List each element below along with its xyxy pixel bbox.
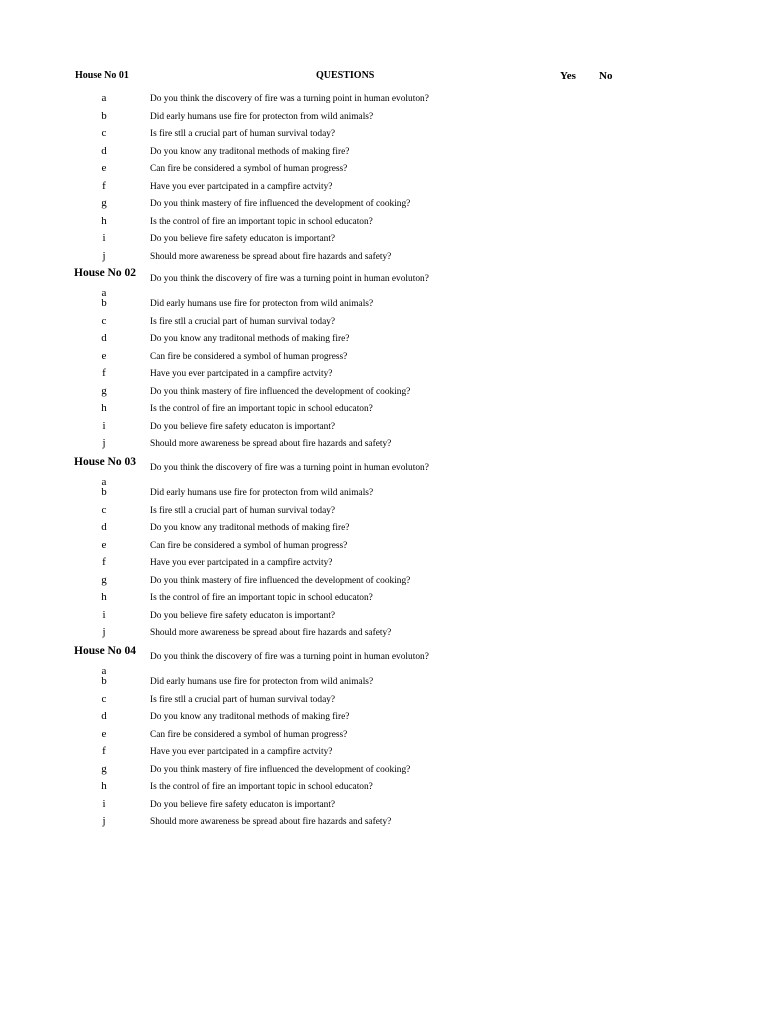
question-text: Do you believe fire safety educaton is important? <box>150 421 336 432</box>
question-text: Can fire be considered a symbol of human progress? <box>150 729 348 740</box>
question-text: Do you know any traditonal methods of making fire? <box>150 523 350 533</box>
question-row <box>0 574 768 591</box>
house-column-header: House No 01 <box>75 70 129 81</box>
question-row <box>0 145 768 162</box>
question-letter: f <box>102 745 106 757</box>
question-text: Do you believe fire safety educaton is important? <box>150 610 336 621</box>
question-letter: b <box>101 109 107 122</box>
question-letter: h <box>101 214 107 227</box>
question-letter: j <box>102 626 106 638</box>
question-row <box>0 652 768 677</box>
question-text: Did early humans use fire for protecton from wild animals? <box>150 677 374 687</box>
question-row <box>0 780 768 797</box>
question-text: Is fire stll a crucial part of human survival today? <box>150 505 336 516</box>
question-text: Do you think the discovery of fire was a turning point in human evoluton? <box>150 652 429 662</box>
house-title: House No 04 <box>74 645 136 657</box>
question-text: Is the control of fire an important topic in school educaton? <box>150 216 373 227</box>
question-row <box>0 539 768 556</box>
question-letter: c <box>101 503 107 516</box>
question-row <box>0 367 768 384</box>
question-row <box>0 745 768 762</box>
question-letter: d <box>101 144 107 157</box>
question-letter: f <box>102 556 106 568</box>
question-letter: a <box>101 287 107 299</box>
question-letter: b <box>101 675 107 687</box>
question-row <box>0 815 768 832</box>
question-letter: g <box>101 197 107 209</box>
question-text: Do you think mastery of fire influenced the development of cooking? <box>150 764 411 775</box>
question-letter: j <box>102 437 106 449</box>
question-row <box>0 504 768 521</box>
question-letter: g <box>101 384 107 397</box>
question-text: Did early humans use fire for protecton from wild animals? <box>150 299 374 309</box>
question-letter: h <box>101 780 107 792</box>
question-row <box>0 215 768 232</box>
question-row <box>0 437 768 454</box>
question-letter: e <box>101 162 107 174</box>
question-text: Should more awareness be spread about fire hazards and safety? <box>150 439 392 449</box>
question-text: Have you ever partcipated in a campfire actvity? <box>150 558 333 568</box>
question-letter: f <box>102 179 106 192</box>
question-text: Do you think mastery of fire influenced the development of cooking? <box>150 386 411 397</box>
question-text: Do you believe fire safety educaton is important? <box>150 234 336 244</box>
yes-column-header: Yes <box>560 70 576 82</box>
question-text: Have you ever partcipated in a campfire actvity? <box>150 747 333 757</box>
no-column-header: No <box>599 70 613 82</box>
question-row <box>0 626 768 643</box>
question-letter: i <box>102 232 106 244</box>
question-letter: a <box>101 92 107 104</box>
question-letter: i <box>102 608 106 621</box>
question-row <box>0 350 768 367</box>
question-text: Do you think mastery of fire influenced the development of cooking? <box>150 199 411 209</box>
question-letter: j <box>102 815 106 827</box>
question-row <box>0 232 768 249</box>
question-letter: c <box>101 127 107 139</box>
question-letter: d <box>101 710 107 722</box>
question-text: Do you know any traditonal methods of making fire? <box>150 712 350 722</box>
question-text: Should more awareness be spread about fire hazards and safety? <box>150 817 392 827</box>
question-letter: d <box>101 521 107 533</box>
question-text: Can fire be considered a symbol of human progress? <box>150 540 348 551</box>
question-text: Do you think the discovery of fire was a turning point in human evoluton? <box>150 463 429 473</box>
question-text: Did early humans use fire for protecton from wild animals? <box>150 111 374 122</box>
question-letter: e <box>101 538 107 551</box>
question-letter: c <box>101 692 107 705</box>
question-row <box>0 486 768 503</box>
question-row <box>0 710 768 727</box>
question-row <box>0 315 768 332</box>
question-row <box>0 250 768 267</box>
question-text: Is fire stll a crucial part of human survival today? <box>150 694 336 705</box>
house-title: House No 02 <box>74 267 136 279</box>
question-row <box>0 556 768 573</box>
question-letter: h <box>101 591 107 603</box>
question-text: Should more awareness be spread about fire hazards and safety? <box>150 251 392 262</box>
question-row <box>0 609 768 626</box>
question-text: Do you believe fire safety educaton is important? <box>150 799 336 810</box>
question-row <box>0 162 768 179</box>
question-letter: i <box>102 419 106 432</box>
question-letter: h <box>101 402 107 414</box>
question-letter: d <box>101 332 107 344</box>
question-letter: g <box>101 573 107 586</box>
question-row <box>0 385 768 402</box>
question-row <box>0 591 768 608</box>
question-text: Do you think mastery of fire influenced the development of cooking? <box>150 575 411 586</box>
question-row <box>0 675 768 692</box>
question-text: Can fire be considered a symbol of human progress? <box>150 164 348 174</box>
question-letter: i <box>102 797 106 810</box>
question-text: Have you ever partcipated in a campfire actvity? <box>150 181 333 192</box>
question-text: Should more awareness be spread about fire hazards and safety? <box>150 628 392 638</box>
question-letter: e <box>101 727 107 740</box>
question-text: Can fire be considered a symbol of human progress? <box>150 351 348 362</box>
question-letter: c <box>101 314 107 327</box>
question-letter: j <box>102 249 106 262</box>
question-text: Do you know any traditonal methods of making fire? <box>150 146 350 157</box>
question-row <box>0 297 768 314</box>
question-text: Is fire stll a crucial part of human survival today? <box>150 316 336 327</box>
question-row <box>0 332 768 349</box>
question-letter: e <box>101 349 107 362</box>
question-text: Is fire stll a crucial part of human survival today? <box>150 129 336 139</box>
question-text: Do you know any traditonal methods of making fire? <box>150 334 350 344</box>
question-letter: f <box>102 367 106 379</box>
question-row <box>0 110 768 127</box>
question-text: Is the control of fire an important topic in school educaton? <box>150 782 373 792</box>
question-row <box>0 798 768 815</box>
question-text: Did early humans use fire for protecton from wild animals? <box>150 488 374 498</box>
question-text: Have you ever partcipated in a campfire actvity? <box>150 369 333 379</box>
question-row <box>0 763 768 780</box>
question-letter: b <box>101 297 107 309</box>
question-row <box>0 693 768 710</box>
question-row <box>0 197 768 214</box>
question-letter: a <box>101 476 107 488</box>
question-row <box>0 274 768 299</box>
question-row <box>0 521 768 538</box>
question-letter: a <box>101 665 107 677</box>
questions-column-header: QUESTIONS <box>316 70 375 81</box>
question-letter: b <box>101 486 107 498</box>
question-text: Is the control of fire an important topic in school educaton? <box>150 404 373 414</box>
question-text: Do you think the discovery of fire was a turning point in human evoluton? <box>150 94 429 104</box>
question-row <box>0 402 768 419</box>
question-row <box>0 180 768 197</box>
question-text: Is the control of fire an important topic in school educaton? <box>150 593 373 603</box>
question-row <box>0 420 768 437</box>
house-title: House No 03 <box>74 456 136 468</box>
question-row <box>0 728 768 745</box>
question-row <box>0 92 768 109</box>
question-row <box>0 127 768 144</box>
question-row <box>0 463 768 488</box>
question-letter: g <box>101 762 107 775</box>
question-text: Do you think the discovery of fire was a turning point in human evoluton? <box>150 274 429 284</box>
